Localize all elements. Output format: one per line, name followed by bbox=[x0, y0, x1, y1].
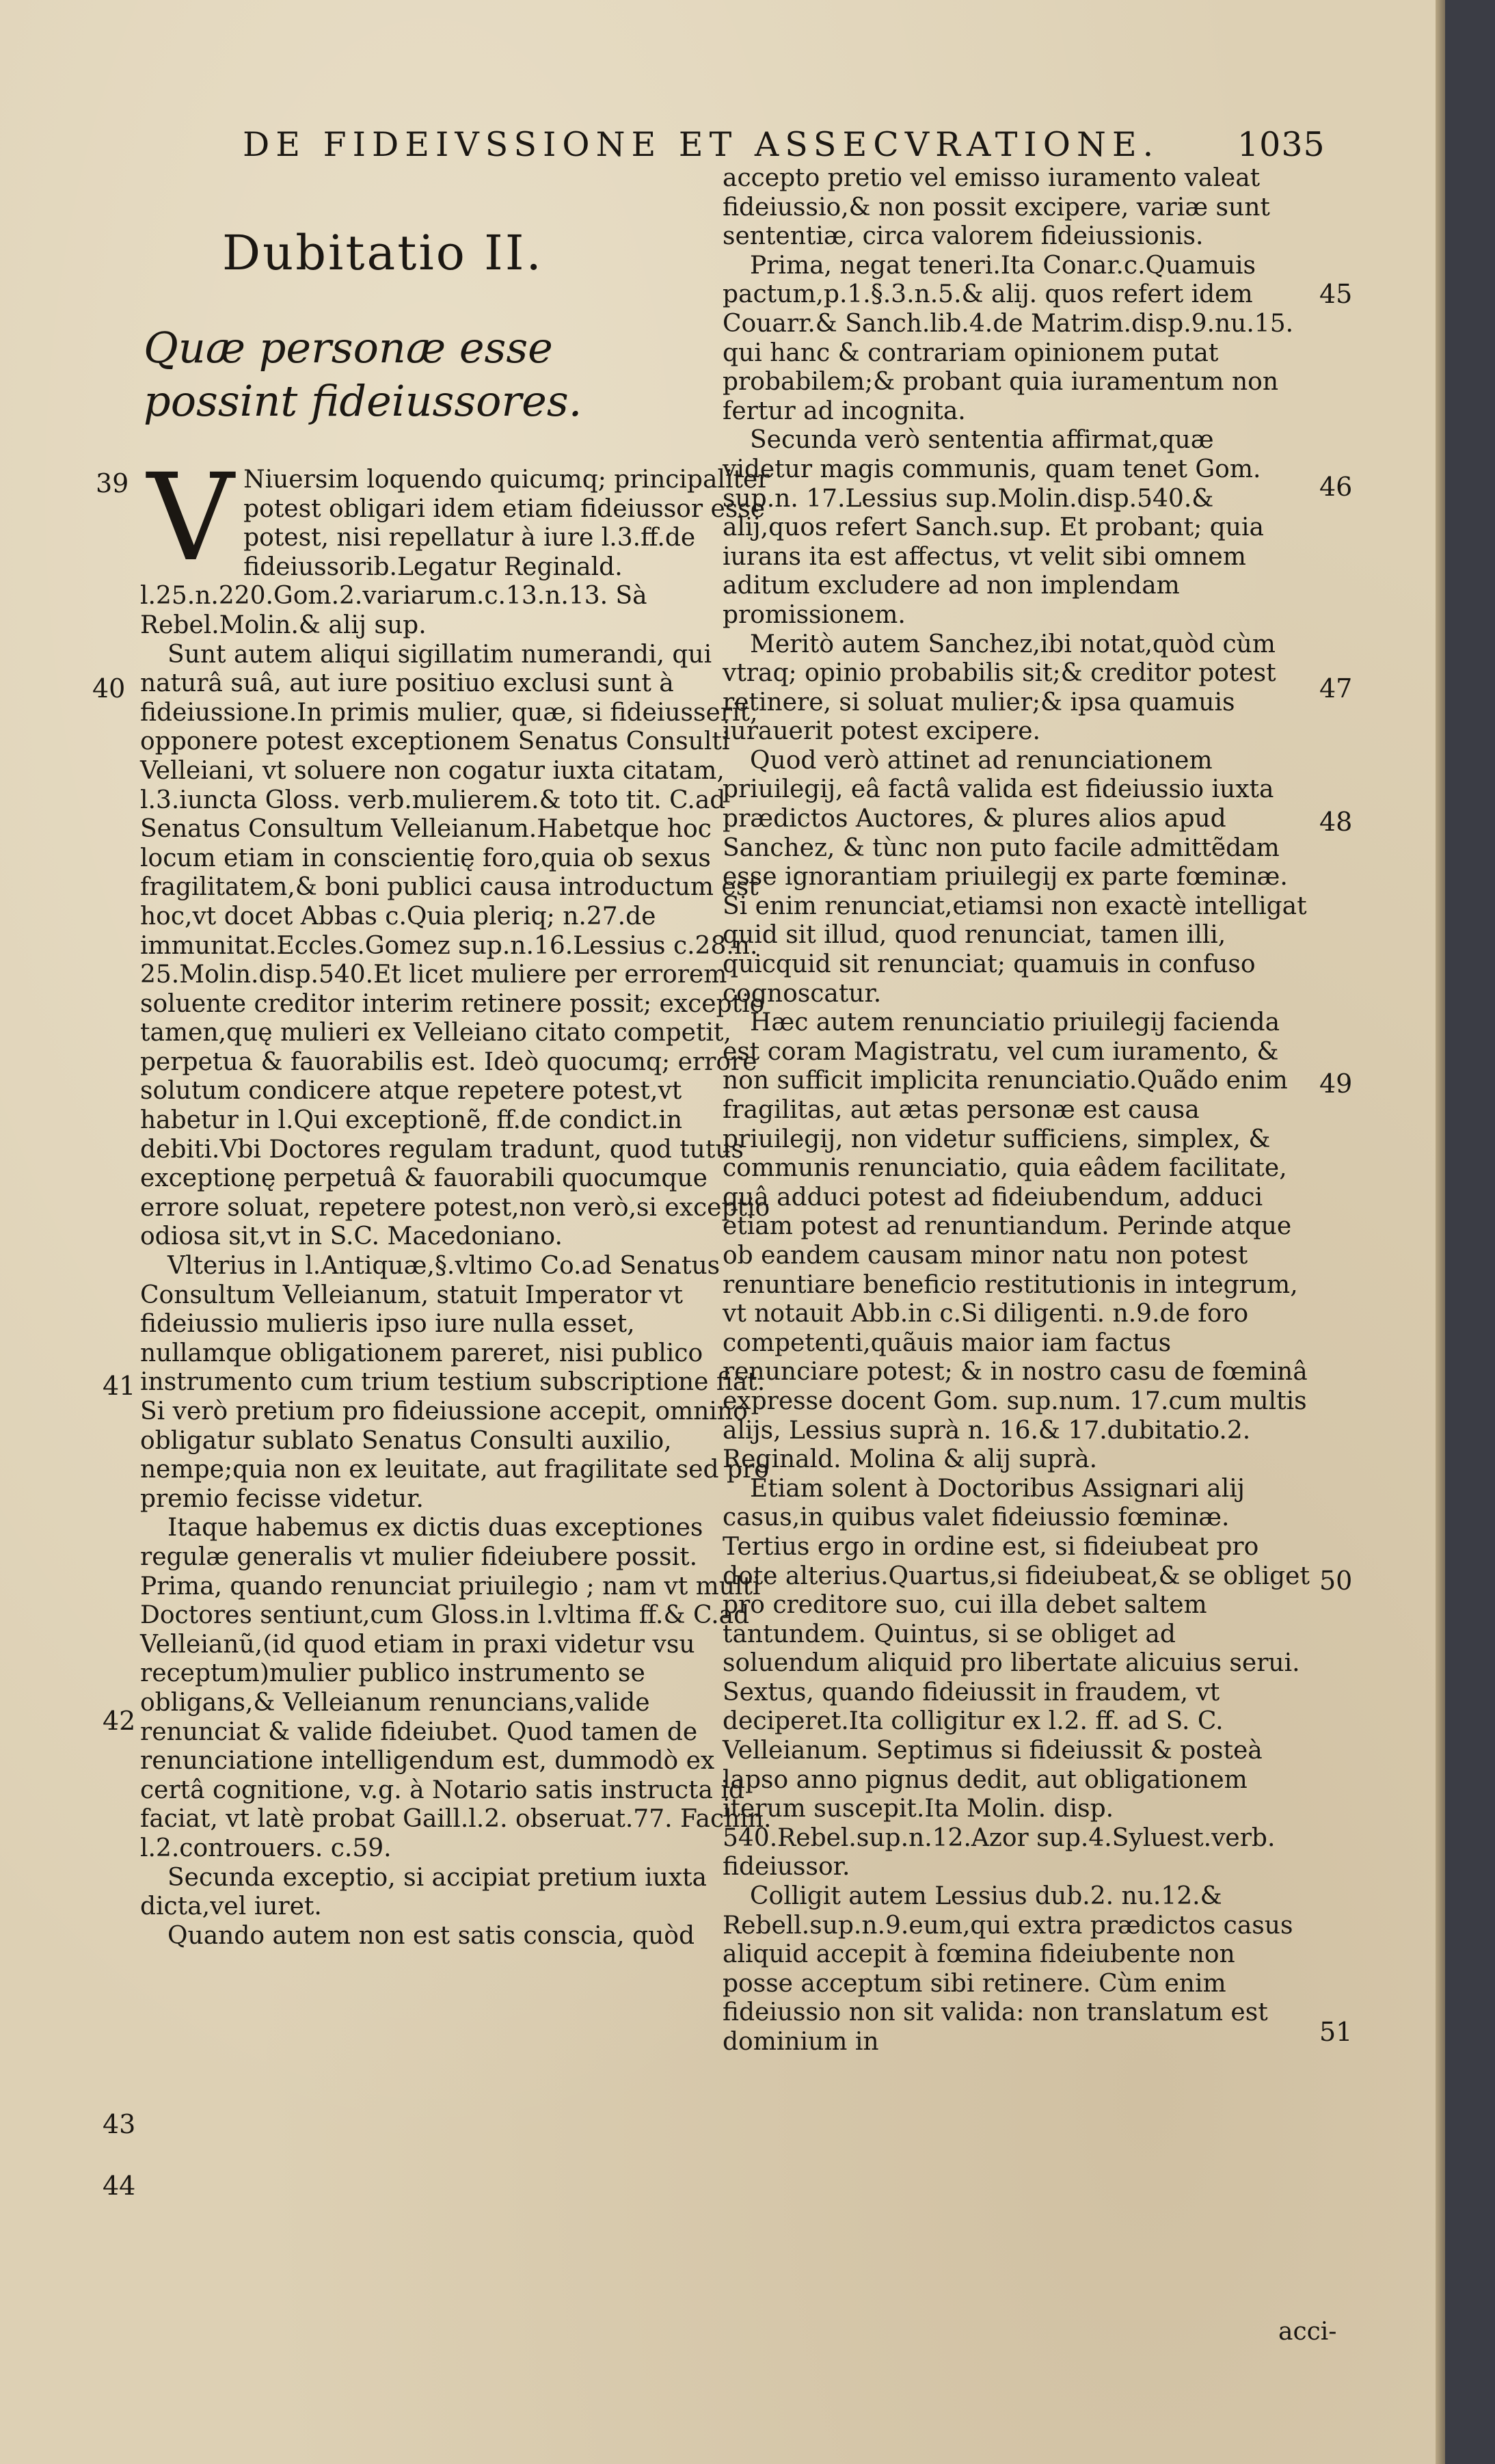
margin-number: 41 bbox=[103, 1371, 136, 1401]
right-column bbox=[723, 164, 1310, 2057]
paragraph-text: Hæc autem renunciatio priuilegij facienda est coram Magistratu, vel cum iuramento, & non sufficit implicita renunciatio.Quãdo enim fragilitas, aut ætas personæ est causa priuilegij, non videtur sufficiens, simplex, & communis renunciatio, quia eâdem facilitate, quâ adduci potest ad fideiubendum, adduci etiam potest ad renuntiandum. Perinde atque ob eandem causam minor natu non potest renuntiare beneficio restitutionis in integrum, vt notauit Abb.in c.Si diligenti. n.9.de foro competenti,quãuis maior iam factus renunciare potest; & in nostro casu de fœminâ expresse docent Gom. sup.num. 17.cum multis alijs, Lessius suprà n. 16.& 17.dubitatio.2. Reginald. Molina & alij suprà. bbox=[723, 1008, 1308, 1474]
catchword: acci- bbox=[1278, 2318, 1337, 2346]
paragraph-text: Itaque habemus ex dictis duas exceptiones regulæ generalis vt mulier fideiubere possit. Prima, quando renunciat priuilegio ; nam vt multi Doctores sentiunt,cum Gloss.in l.vltima ff.& C.ad Velleianũ,(id quod etiam in praxi videtur vsu receptum)mulier publico instrumento se obligans,& Velleianum renuncians,valide renunciat & valide fideiubet. Quod tamen de renunciatione intelligendum est, dummodò ex certâ cognitione, v.g. à Notario satis instructa id faciat, vt latè probat Gaill.l.2. obseruat.77. Fachin. l.2.controuers. c.59. bbox=[140, 1514, 772, 1862]
running-title: DE FIDEIVSSIONE ET ASSECVRATIONE. bbox=[243, 125, 1160, 164]
paragraph-text: Prima, negat teneri.Ita Conar.c.Quamuis pactum,p.1.§.3.n.5.& alij. quos refert idem Couarr.& Sanch.lib.4.de Matrim.disp.9.nu.15. qui hanc & contrariam opinionem putat probabilem;& probant quia iuramentum non fertur ad incognita. bbox=[723, 251, 1294, 425]
paragraph-46 bbox=[723, 426, 1310, 630]
paragraph-text: Sunt autem aliqui sigillatim numerandi, qui naturâ suâ, aut iure positiuo exclusi sunt à fideiussione.In primis mulier, quæ, si fideiusserit, opponere potest exceptionem Senatus Consulti Velleiani, vt soluere non cogatur iuxta citatam, l.3.iuncta Gloss. verb.mulierem.& toto tit. C.ad Senatus Consultum Velleianum.Habetque hoc locum etiam in conscientię foro,quia ob sexus fragilitatem,& boni publici causa introductum est hoc,vt docet Abbas c.Quia pleriq; n.27.de immunitat.Eccles.Gomez sup.n.16.Lessius c.28.n. 25.Molin.disp.540.Et licet muliere per errorem soluente creditor interim retinere possit; exceptio tamen,quę mulieri ex Velleiano citato competit, perpetua & fauorabilis est. Ideò quocumq; errore solutum condicere atque repetere potest,vt habetur in l.Qui exceptionẽ, ff.de condict.in debiti.Vbi Doctores regulam tradunt, quod tutus exceptionę perpetuâ & fauorabili quocumque errore soluat, repetere potest,non verò,si exceptio odiosa sit,vt in S.C. Macedoniano. bbox=[140, 640, 770, 1251]
paragraph-continued bbox=[723, 164, 1310, 252]
paragraph-39 bbox=[140, 448, 772, 641]
paragraph-text: Etiam solent à Doctoribus Assignari alij casus,in quibus valet fideiussio fœminæ. Tertius ergo in ordine est, si fideiubeat pro dote alterius.Quartus,si fideiubeat,& se obliget pro creditore suo, cui illa debet saltem tantundem. Quintus, si se obliget ad soluendum aliquid pro libertate alicuius serui. Sextus, quando fideiussit in fraudem, vt deciperet.Ita colligitur ex l.2. ff. ad S. C. Velleianum. Septimus si fideiussit & posteà lapso anno pignus dedit, aut obligationem iterum suscepit.Ita Molin. disp. 540.Rebel.sup.n.12.Azor sup.4.Syluest.verb. fideiussor. bbox=[723, 1474, 1310, 1882]
paragraph-text: Niuersim loquendo quicumq; principaliter potest obligari idem etiam fideiussor esse potest, nisi repellatur à iure l.3.ff.de fideiussorib.Legatur Reginald. l.25.n.220.Gom.2.variarum.c.13.n.13. Sà Rebel.Molin.& alij sup. bbox=[140, 466, 770, 639]
margin-number: 46 bbox=[1319, 472, 1353, 502]
paragraph-47 bbox=[723, 630, 1310, 747]
paragraph-50 bbox=[723, 1475, 1310, 1882]
paragraph-44 bbox=[140, 1922, 772, 1951]
margin-number: 48 bbox=[1319, 807, 1353, 837]
paragraph-49 bbox=[723, 1008, 1310, 1475]
paragraph-48 bbox=[723, 747, 1310, 1008]
paragraph-45 bbox=[723, 252, 1310, 427]
section-subheading: Quæ personæ esse possint fideiussores. bbox=[144, 323, 582, 426]
paragraph-text: Secunda verò sententia affirmat,quæ videtur magis communis, quam tenet Gom. sup.n. 17.Lessius sup.Molin.disp.540.& alij,quos refert Sanch.sup. Et probant; quia iurans ita est affectus, vt velit sibi omnem aditum excludere ad non implendam promissionem. bbox=[723, 426, 1264, 629]
paragraph-40 bbox=[140, 641, 772, 1252]
section-heading: Dubitatio II. bbox=[222, 225, 543, 281]
margin-number: 51 bbox=[1319, 2017, 1353, 2047]
left-text bbox=[140, 448, 772, 1951]
margin-number: 44 bbox=[103, 2171, 136, 2201]
paragraph-43 bbox=[140, 1864, 772, 1922]
margin-number: 47 bbox=[1319, 673, 1353, 704]
paragraph-text: Secunda exceptio, si accipiat pretium iuxta dicta,vel iuret. bbox=[140, 1863, 708, 1921]
drop-capital: V bbox=[147, 448, 234, 588]
margin-number: 39 bbox=[96, 468, 129, 498]
paragraph-text: Meritò autem Sanchez,ibi notat,quòd cùm vtraq; opinio probabilis sit;& creditor potest retinere, si soluat mulier;& ipsa quamuis iurauerit potest excipere. bbox=[723, 630, 1276, 746]
paragraph-text: Quando autem non est satis conscia, quòd bbox=[167, 1921, 695, 1950]
margin-number: 40 bbox=[92, 673, 126, 704]
left-column bbox=[140, 164, 772, 1951]
paragraph-text: accepto pretio vel emisso iuramento valeat fideiussio,& non possit excipere, variæ sunt sententiæ, circa valorem fideiussionis. bbox=[723, 164, 1270, 251]
paragraph-text: Vlterius in l.Antiquæ,§.vltimo Co.ad Senatus Consultum Velleianum, statuit Imperator vt fideiussio mulieris ipso iure nulla esset, nullamque obligationem pareret, nisi publico instrumento cum trium testium subscriptione fiat. Si verò pretium pro fideiussione accepit, omnino obligatur sublato Senatus Consulti auxilio, nempe;quia non ex leuitate, aut fragilitate sed pro premio fecisse videtur. bbox=[140, 1252, 769, 1513]
margin-number: 45 bbox=[1319, 279, 1353, 309]
paragraph-41 bbox=[140, 1252, 772, 1514]
margin-number: 50 bbox=[1319, 1566, 1353, 1596]
paragraph-text: Quod verò attinet ad renunciationem priuilegij, eâ factâ valida est fideiussio iuxta prædictos Auctores, & plures alios apud Sanchez, & tùnc non puto facile admittẽdam esse ignorantiam priuilegij ex parte fœminæ. Si enim renunciat,etiamsi non exactè intelligat quid sit illud, quod renunciat, tamen illi, quicquid sit renunciat; quamuis in confuso cognoscatur. bbox=[723, 746, 1307, 1008]
margin-number: 49 bbox=[1319, 1069, 1353, 1099]
paragraph-text: Colligit autem Lessius dub.2. nu.12.& Rebell.sup.n.9.eum,qui extra prædictos casus aliquid accepit à fœmina fideiubente non posse acceptum sibi retinere. Cùm enim fideiussio non sit valida: non translatum est dominium in bbox=[723, 1882, 1293, 2056]
page-number: 1035 bbox=[1237, 125, 1325, 164]
paragraph-42 bbox=[140, 1514, 772, 1863]
margin-number: 43 bbox=[103, 2109, 136, 2139]
paragraph-51 bbox=[723, 1882, 1310, 2057]
margin-number: 42 bbox=[103, 1706, 136, 1736]
page-edge bbox=[1436, 0, 1445, 2464]
